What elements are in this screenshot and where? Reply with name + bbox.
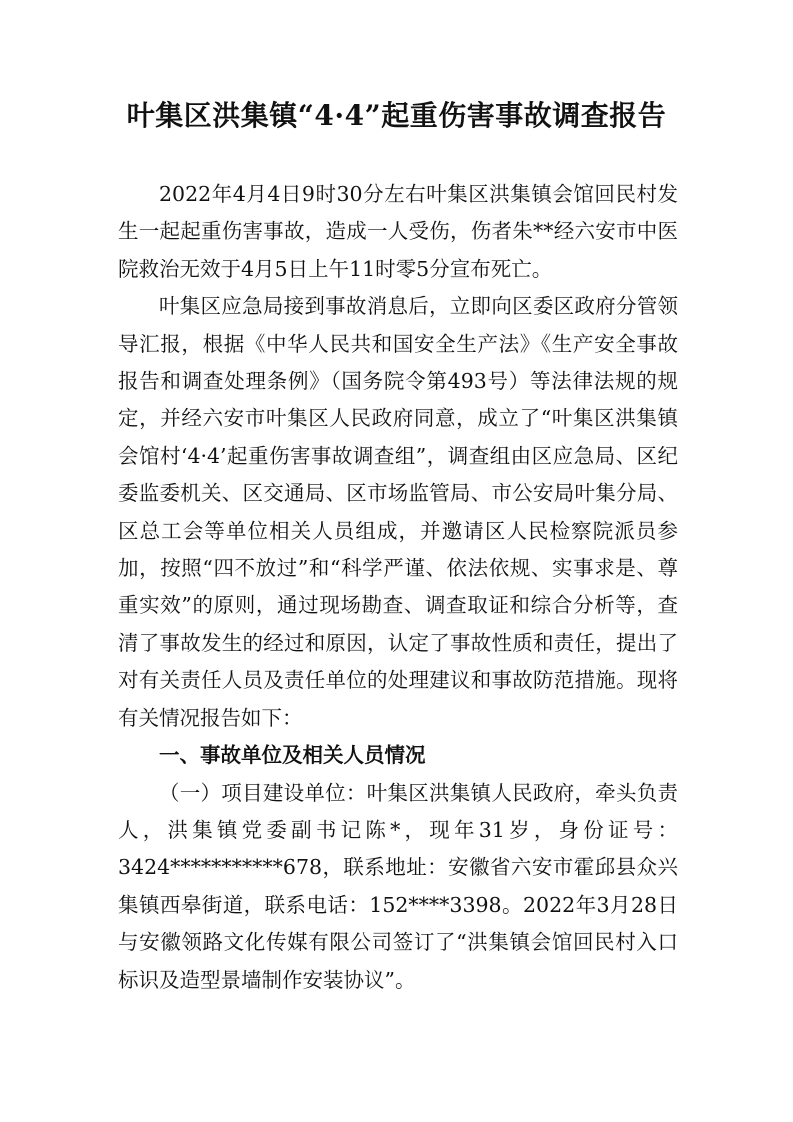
paragraph-investigation-overview: 叶集区应急局接到事故消息后，立即向区委区政府分管领导汇报，根据《中华人民共和国安全生产法》《生产安全事故报告和调查处理条例》（国务院令第493号）等法律法规的规定，并经六安市叶集区人民政府同意，成立了“叶集区洪集镇会馆村‘4·4’起重伤害事故调查组”，调查组由区应急局、区纪委监委机关、区交通局、区市场监管局、市公安局叶集分局、区总工会等单位相关人员组成，并邀请区人民检察院派员参加，按照“四不放过”和“科学严谨、依法依规、实事求是、尊重实效”的原则，通过现场勘查、调查取证和综合分析等，查清了事故发生的经过和原因，认定了事故性质和责任，提出了对有关责任人员及责任单位的处理建议和事故防范措施。现将有关情况报告如下：	[118, 294, 678, 730]
document-body	[118, 176, 678, 999]
paragraph-project-unit: （一）项目建设单位：叶集区洪集镇人民政府，牵头负责人，洪集镇党委副书记陈*，现年31岁，身份证号：3424***********678，联系地址：安徽省六安市霍邱县众兴集镇西皋街道，联系电话：152****3398。2022年3月28日与安徽领路文化传媒有限公司签订了“洪集镇会馆回民村入口标识及造型景墙制作安装协议”。	[118, 780, 678, 992]
document-title: 叶集区洪集镇“4·4”起重伤害事故调查报告	[126, 99, 667, 132]
section-heading: 一、事故单位及相关人员情况	[159, 743, 426, 768]
paragraph-incident-summary: 2022年4月4日9时30分左右叶集区洪集镇会馆回民村发生一起起重伤害事故，造成一人受伤，伤者朱**经六安市中医院救治无效于4月5日上午11时零5分宣布死亡。	[118, 182, 678, 281]
